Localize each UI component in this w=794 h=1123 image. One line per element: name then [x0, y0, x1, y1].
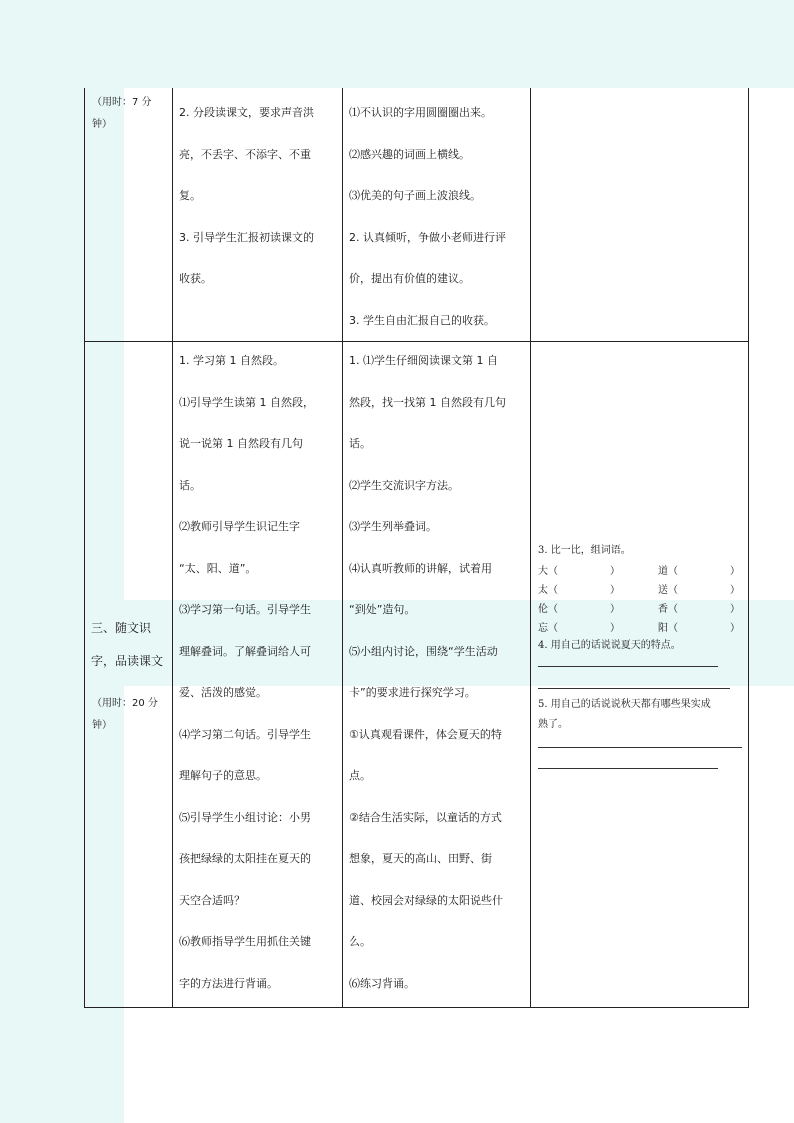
word-row: 忘（ ） 阳（ ）	[538, 623, 740, 634]
answer-line	[538, 747, 742, 748]
section2-student-activities: ⑴不认识的字用圆圈圈出来。 ⑵感兴趣的词画上横线。 ⑶优美的句子画上波浪线。 2. 认真倾听，争做小老师进行评 价，提出有价值的建议。 3. 学生自由汇报自己的收获。	[349, 106, 506, 327]
section3-student-activities: 1. ⑴学生仔细阅读课文第 1 自 然段，找一找第 1 自然段有几句 话。 ⑵学生交流识字方法。 ⑶学生列举叠词。 ⑷认真听教师的讲解，试着用 “到处”造句。 ⑸小组内讨论，围绕“学生活动 卡”的要求进行探究学习。 ①认真观看课件，体会夏天的特 点。 ②结合生活实际，以童话的方式 想象，夏天的高山、田野、街 道、校园会对绿绿的太阳说些什 么。 ⑹练习背诵。	[349, 354, 506, 990]
answer-line	[538, 768, 718, 769]
exercise-panel: 3. 比一比，组词语。 大（ ） 道（ ） 太（ ） 送（ ） 伦（ ） 香（ ） 忘（ ） 阳（ ） 4. 用自己的话说说夏天的特点。 5. 用自己的话说说秋天都有哪些果实成 熟了。	[538, 543, 748, 769]
section3-time: （用时：20 分 钟）	[92, 698, 158, 731]
section3-title: 三、随文识 字，品读课文	[91, 621, 164, 668]
section2-time: （用时：7 分 钟）	[92, 97, 152, 130]
exercise-q4: 4. 用自己的话说说夏天的特点。	[538, 640, 681, 651]
table-border-left	[84, 88, 85, 1008]
table-border-right	[748, 88, 749, 1008]
answer-line	[538, 666, 718, 667]
exercise-q3: 3. 比一比，组词语。	[538, 545, 631, 556]
column-divider	[172, 88, 173, 1008]
page-margin-top	[0, 0, 794, 88]
section2-teacher-activities: 2. 分段读课文，要求声音洪 亮，不丢字、不添字、不重 复。 3. 引导学生汇报初读课文的 收获。	[179, 106, 314, 285]
table-border-bottom	[84, 1007, 749, 1008]
word-row: 伦（ ） 香（ ）	[538, 604, 740, 615]
column-divider	[342, 88, 343, 1008]
exercise-q5: 5. 用自己的话说说秋天都有哪些果实成	[538, 699, 711, 710]
word-row: 太（ ） 送（ ）	[538, 585, 740, 596]
column-divider	[530, 88, 531, 1008]
section3-teacher-activities: 1. 学习第 1 自然段。 ⑴引导学生读第 1 自然段， 说一说第 1 自然段有几句 话。 ⑵教师引导学生识记生字 “太、阳、道”。 ⑶学习第一句话。引导学生 理解叠词。了解叠词给人可 爱、活泼的感觉。 ⑷学习第二句话。引导学生 理解句子的意思。 ⑸引导学生小组讨论：小男 孩把绿绿的太阳挂在夏天的 天空合适吗？ ⑹教师指导学生用抓住关键 字的方法进行背诵。	[179, 354, 314, 990]
answer-line	[538, 688, 730, 689]
word-row: 大（ ） 道（ ）	[538, 566, 740, 577]
